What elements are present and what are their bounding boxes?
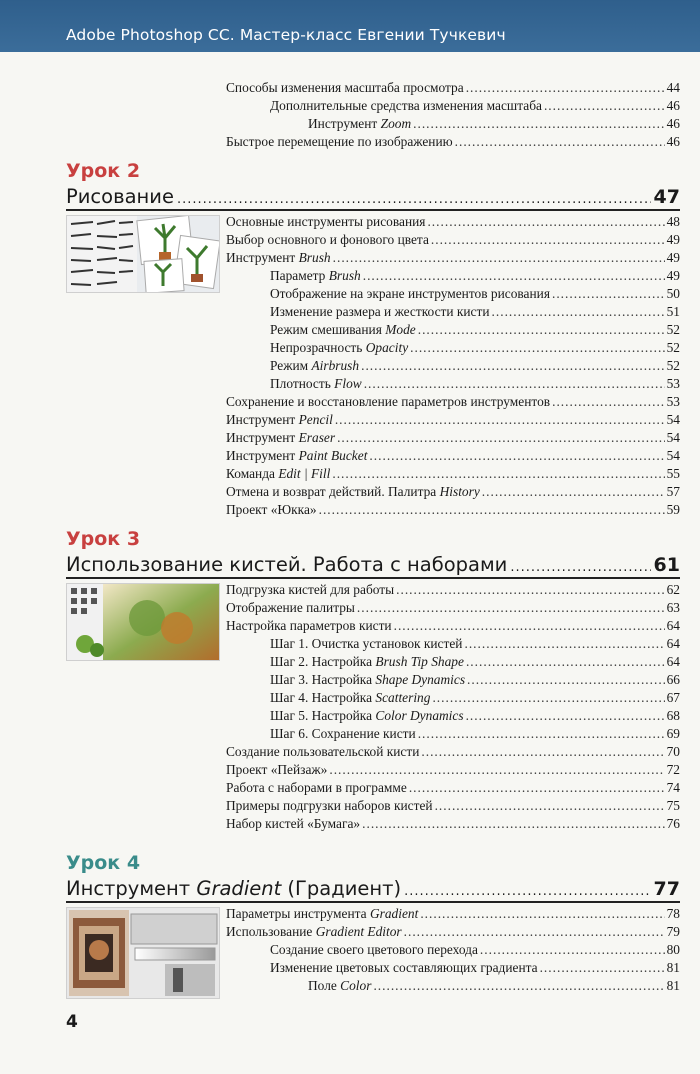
lesson-2-title[interactable]: Рисование ..... 47 [66, 185, 680, 208]
lesson-4-label: Урок 4 [66, 852, 141, 874]
toc-entry: Отображение на экране инструментов рисования ..... 50 [270, 286, 680, 302]
toc-entry: Шаг 4. Настройка Scattering ..... 67 [270, 690, 680, 706]
toc-entry: Изменение размера и жесткости кисти ..... 51 [270, 304, 680, 320]
toc-entry: Поле Color ..... 81 [308, 978, 680, 994]
toc-entry: Режим Airbrush ..... 52 [270, 358, 680, 374]
toc-entry: Параметр Brush ..... 49 [270, 268, 680, 284]
toc-entry: Выбор основного и фонового цвета ..... 49 [226, 232, 680, 248]
toc-entry: Шаг 3. Настройка Shape Dynamics ..... 66 [270, 672, 680, 688]
book-title: Adobe Photoshop CC. Мастер-класс Евгении Тучкевич [66, 26, 506, 44]
toc-entry: Подгрузка кистей для работы ..... 62 [226, 582, 680, 598]
toc-entry: Инструмент Zoom ..... 46 [308, 116, 680, 132]
toc-entry: Шаг 6. Сохранение кисти ..... 69 [270, 726, 680, 742]
toc-entry: Проект «Юкка» ..... 59 [226, 502, 680, 518]
toc-entry: Шаг 1. Очистка установок кистей ..... 64 [270, 636, 680, 652]
lesson-3-rule [66, 577, 680, 579]
toc-entry: Основные инструменты рисования ..... 48 [226, 214, 680, 230]
toc-entry: Создание пользовательской кисти ..... 70 [226, 744, 680, 760]
toc-entry: Настройка параметров кисти ..... 64 [226, 618, 680, 634]
toc-entry: Непрозрачность Opacity ..... 52 [270, 340, 680, 356]
toc-entry: Инструмент Paint Bucket ..... 54 [226, 448, 680, 464]
toc-entry: Создание своего цветового перехода ..... 80 [270, 942, 680, 958]
toc-entry: Изменение цветовых составляющих градиента ..... 81 [270, 960, 680, 976]
toc-entry: Проект «Пейзаж» ..... 72 [226, 762, 680, 778]
toc-entry: Быстрое перемещение по изображению ..... 46 [226, 134, 680, 150]
lesson-3-title[interactable]: Использование кистей. Работа с наборами ..... 61 [66, 553, 680, 576]
lesson-3-thumbnail [66, 583, 220, 661]
toc-entry: Шаг 5. Настройка Color Dynamics ..... 68 [270, 708, 680, 724]
toc-entry: Режим смешивания Mode ..... 52 [270, 322, 680, 338]
page-number: 4 [66, 1012, 78, 1032]
toc-entry: Набор кистей «Бумага» ..... 76 [226, 816, 680, 832]
toc-entry: Отображение палитры ..... 63 [226, 600, 680, 616]
lesson-4-thumbnail [66, 907, 220, 999]
book-header-bar [0, 0, 700, 52]
lesson-4-title[interactable]: Инструмент Gradient (Градиент) ..... 77 [66, 877, 680, 900]
toc-entry: Работа с наборами в программе ..... 74 [226, 780, 680, 796]
lesson-2-thumbnail [66, 215, 220, 293]
toc-entry: Отмена и возврат действий. Палитра History ..... 57 [226, 484, 680, 500]
toc-entry: Команда Edit | Fill ..... 55 [226, 466, 680, 482]
lesson-2-rule [66, 209, 680, 211]
lesson-3-label: Урок 3 [66, 528, 141, 550]
lesson-4-rule [66, 901, 680, 903]
toc-entry: Примеры подгрузки наборов кистей ..... 75 [226, 798, 680, 814]
toc-entry: Дополнительные средства изменения масштаба ..... 46 [270, 98, 680, 114]
toc-entry: Плотность Flow ..... 53 [270, 376, 680, 392]
toc-entry: Инструмент Eraser ..... 54 [226, 430, 680, 446]
lesson-2-label: Урок 2 [66, 160, 141, 182]
toc-entry: Сохранение и восстановление параметров инструментов ..... 53 [226, 394, 680, 410]
toc-entry: Способы изменения масштаба просмотра ..... 44 [226, 80, 680, 96]
toc-entry: Параметры инструмента Gradient ..... 78 [226, 906, 680, 922]
toc-entry: Инструмент Pencil ..... 54 [226, 412, 680, 428]
toc-entry: Использование Gradient Editor ..... 79 [226, 924, 680, 940]
toc-entry: Инструмент Brush ..... 49 [226, 250, 680, 266]
toc-entry: Шаг 2. Настройка Brush Tip Shape ..... 64 [270, 654, 680, 670]
